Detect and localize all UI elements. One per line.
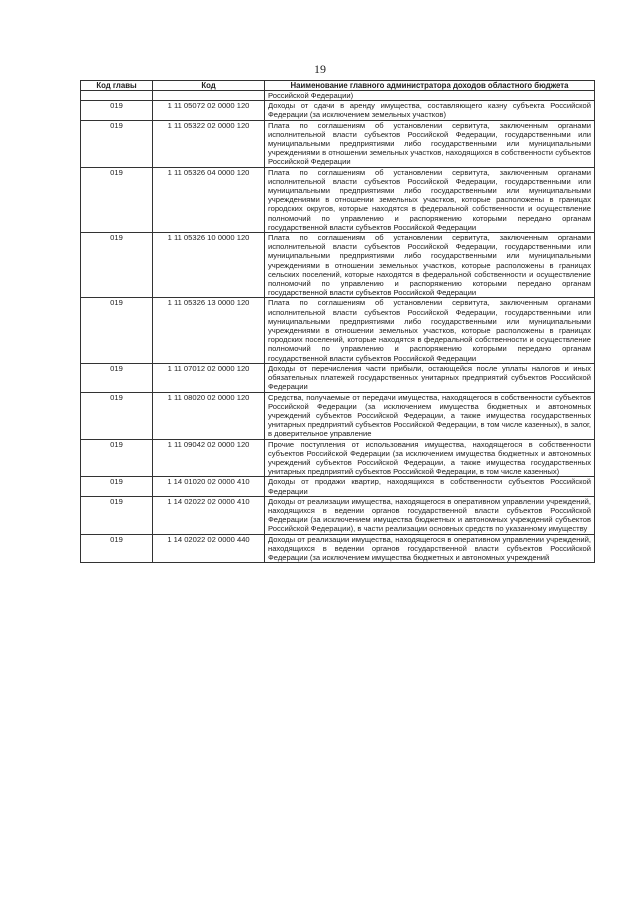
table-row (81, 534, 595, 563)
header-code: Код (153, 81, 265, 91)
table-row (81, 392, 595, 439)
table-row (81, 363, 595, 392)
cell-revenue-name: Средства, получаемые от передачи имущества, находящегося в собственности субъектов Российской Федерации (за исключением имущества бюджетных и автономных учреждений субъектов Российской Федерации, а также имущества государственных унитарных предприятий субъектов Российской Федерации, в том числе казенных), в залог, в доверительное управление (265, 392, 595, 439)
table-row (81, 496, 595, 534)
cell-chapter-code: 019 (81, 496, 153, 534)
cell-chapter-code: 019 (81, 477, 153, 496)
page-number: 19 (314, 62, 326, 76)
table-header-row (81, 81, 595, 91)
cell-budget-code: 1 14 01020 02 0000 410 (153, 477, 265, 496)
revenue-administrator-table (80, 80, 595, 563)
cell-revenue-name: Плата по соглашениям об установлении сервитута, заключенным органами исполнительной власти субъектов Российской Федерации, государственными или муниципальными предприятиями либо государственными или муниципальными учреждениями в отношении земельных участков, находящихся в собственности субъектов Российской Федерации (265, 120, 595, 167)
cell-revenue-name: Доходы от реализации имущества, находящегося в оперативном управлении учреждений, находящихся в ведении органов государственной власти субъектов Российской Федерации (за исключением имущества бюджетных и автономных учреждений (265, 534, 595, 563)
cell-revenue-name: Прочие поступления от использования имущества, находящегося в собственности субъектов Российской Федерации (за исключением имущества бюджетных и автономных учреждений субъектов Российской Федерации, а также имущества государственных унитарных предприятий субъектов Российской Федерации, в том числе казенных) (265, 439, 595, 477)
table-row (81, 298, 595, 363)
table-row (81, 477, 595, 496)
table-row (81, 120, 595, 167)
cell-chapter-code (81, 91, 153, 101)
cell-budget-code: 1 14 02022 02 0000 440 (153, 534, 265, 563)
cell-chapter-code: 019 (81, 167, 153, 232)
cell-budget-code: 1 11 07012 02 0000 120 (153, 363, 265, 392)
table-row (81, 91, 595, 101)
cell-chapter-code: 019 (81, 363, 153, 392)
header-chapter-code: Код главы (81, 81, 153, 91)
cell-budget-code: 1 11 05322 02 0000 120 (153, 120, 265, 167)
cell-revenue-name: Доходы от сдачи в аренду имущества, составляющего казну субъекта Российской Федерации (за исключением земельных участков) (265, 101, 595, 120)
cell-budget-code (153, 91, 265, 101)
cell-budget-code: 1 11 05326 13 0000 120 (153, 298, 265, 363)
header-name: Наименование главного администратора доходов областного бюджета (265, 81, 595, 91)
cell-budget-code: 1 11 09042 02 0000 120 (153, 439, 265, 477)
table-row (81, 233, 595, 298)
cell-revenue-name: Доходы от продажи квартир, находящихся в собственности субъектов Российской Федерации (265, 477, 595, 496)
cell-chapter-code: 019 (81, 534, 153, 563)
cell-budget-code: 1 14 02022 02 0000 410 (153, 496, 265, 534)
cell-revenue-name: Российской Федерации) (265, 91, 595, 101)
cell-chapter-code: 019 (81, 101, 153, 120)
cell-budget-code: 1 11 08020 02 0000 120 (153, 392, 265, 439)
cell-chapter-code: 019 (81, 439, 153, 477)
cell-chapter-code: 019 (81, 120, 153, 167)
cell-revenue-name: Доходы от реализации имущества, находящегося в оперативном управлении учреждений, находящихся в ведении органов государственной власти субъектов Российской Федерации (за исключением имущества бюджетных и автономных учреждений субъектов Российской Федерации), в части реализации основных средств по указанному имуществу (265, 496, 595, 534)
cell-chapter-code: 019 (81, 298, 153, 363)
cell-budget-code: 1 11 05072 02 0000 120 (153, 101, 265, 120)
table-row (81, 101, 595, 120)
cell-budget-code: 1 11 05326 04 0000 120 (153, 167, 265, 232)
table-row (81, 439, 595, 477)
cell-revenue-name: Плата по соглашениям об установлении сервитута, заключенным органами исполнительной власти субъектов Российской Федерации, государственными или муниципальными предприятиями либо государственными или муниципальными учреждениями в отношении земельных участков, которые расположены в границах сельских поселений, которые находятся в федеральной собственности и осуществление полномочий по управлению и распоряжению которыми передано органам государственной власти субъектов Российской Федерации (265, 233, 595, 298)
cell-revenue-name: Плата по соглашениям об установлении сервитута, заключенным органами исполнительной власти субъектов Российской Федерации, государственными или муниципальными предприятиями либо государственными или муниципальными учреждениями в отношении земельных участков, которые расположены в границах городских округов, которые находятся в федеральной собственности и осуществление полномочий по управлению и распоряжению которыми передано органам государственной власти субъектов Российской Федерации (265, 167, 595, 232)
cell-chapter-code: 019 (81, 392, 153, 439)
table-row (81, 167, 595, 232)
cell-chapter-code: 019 (81, 233, 153, 298)
cell-revenue-name: Плата по соглашениям об установлении сервитута, заключенным органами исполнительной власти субъектов Российской Федерации, государственными или муниципальными предприятиями либо государственными или муниципальными учреждениями в отношении земельных участков, которые расположены в границах городских поселений, которые находятся в федеральной собственности и осуществление полномочий по управлению и распоряжению которыми передано органам государственной власти субъектов Российской Федерации (265, 298, 595, 363)
cell-budget-code: 1 11 05326 10 0000 120 (153, 233, 265, 298)
cell-revenue-name: Доходы от перечисления части прибыли, остающейся после уплаты налогов и иных обязательных платежей государственных унитарных предприятий субъектов Российской Федерации (265, 363, 595, 392)
